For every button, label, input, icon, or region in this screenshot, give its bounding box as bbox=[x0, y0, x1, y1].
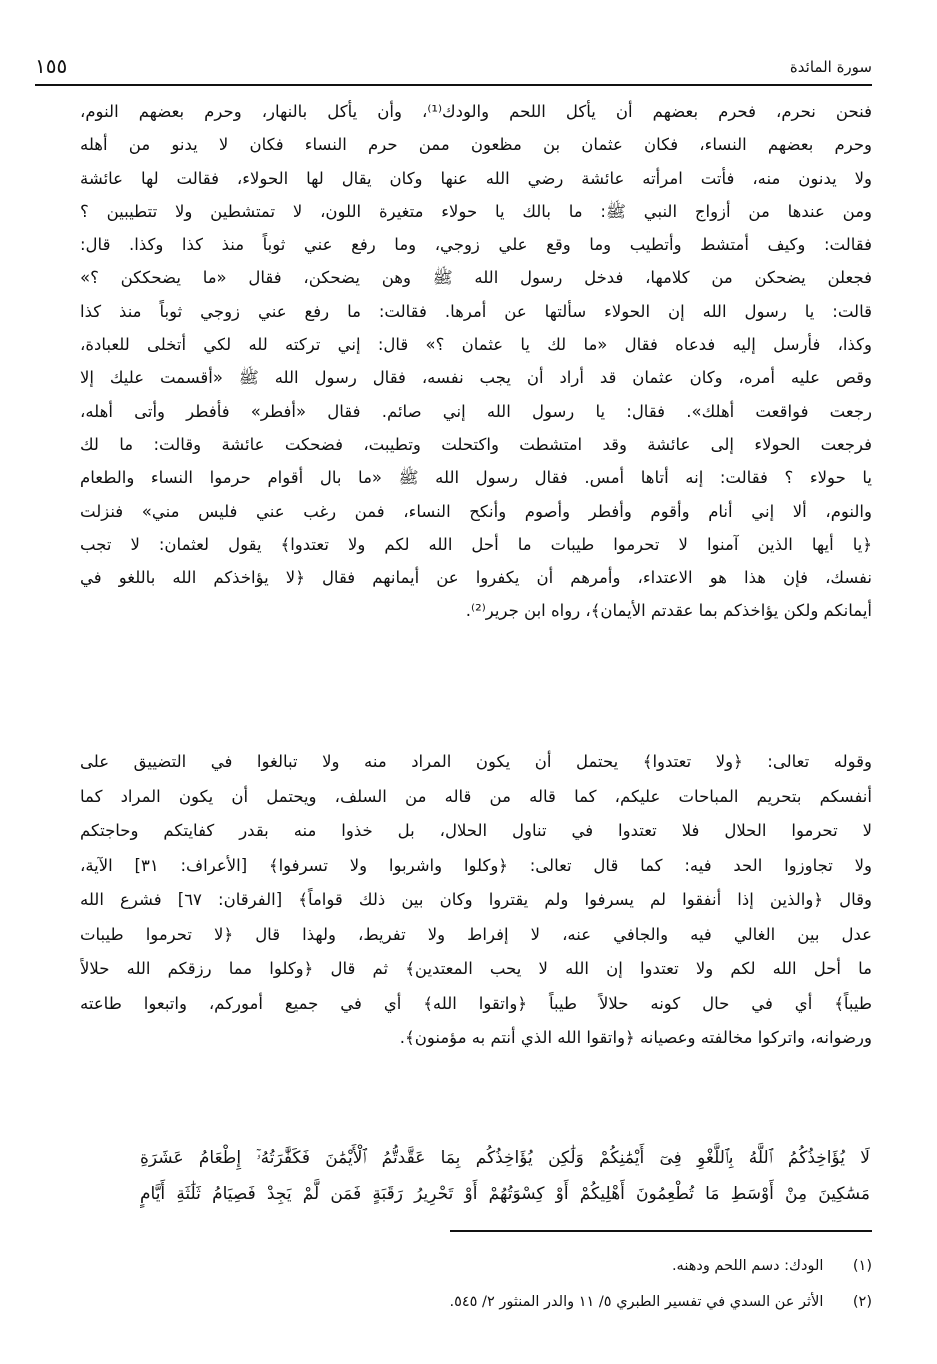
text-line: فرجعت الحولاء إلى عائشة وقد امتشطت واكتحلت وتطيبت، فضحكت عائشة وقالت: ما لك bbox=[80, 434, 872, 454]
text-line: وكذا، فأرسل إليه فدعاه فقال «ما لك يا عثمان ؟» قال: إني تركته لله لكي أتخلى للعبادة، bbox=[80, 335, 872, 355]
footnote-number: (٢) bbox=[852, 1294, 872, 1310]
text-line: ورضوانه، واتركوا مخالفته وعصيانه ﴿واتقوا الله الذي أنتم به مؤمنون﴾. bbox=[399, 1028, 872, 1047]
verse-line: مَسَٰكِينَ مِنْ أَوْسَطِ مَا تُطْعِمُونَ أَهْلِيكُمْ أَوْ كِسْوَتُهُمْ أَوْ تَحْرِيرُ رَقَبَةٍ فَمَن لَّمْ يَجِدْ فَصِيَامُ ثَلَٰثَةِ أَيَّامٍ bbox=[140, 1184, 870, 1204]
page-number: ١٥٥ bbox=[35, 54, 68, 78]
text-line: رجعت فواقعت أهلك». فقال: يا رسول الله إني صائم. فقال «أفطر» فأفطر وأتى أهله، bbox=[80, 401, 872, 421]
header-rule bbox=[35, 84, 872, 86]
text-line: وحرم بعضهم النساء، فكان عثمان بن مظعون ممن حرم النساء فكان لا يدنو من أهله bbox=[80, 135, 872, 155]
quran-verse bbox=[140, 1140, 870, 1212]
running-header bbox=[35, 52, 872, 82]
text-line: ولا يدنون منه، فأتت امرأته عائشة رضي الله عنها وكان يقال لها الحولاء، فقالت لها عائشة bbox=[80, 168, 872, 188]
footnote-text: الأثر عن السدي في تفسير الطبري ٥/ ١١ والدر المنثور ٢/ ٥٤٥. bbox=[449, 1294, 824, 1310]
text-line: يا حولاء ؟ فقالت: إنه أتاها أمس. فقال رسول الله ﷺ «ما بال أقوام حرموا النساء والطعام bbox=[80, 468, 872, 488]
text-line: عدل بين الغالي فيه والجافي عنه، لا إفراط ولا تفريط، ولهذا قال ﴿لا تحرموا طيبات bbox=[80, 924, 872, 944]
text-line: فقالت: وكيف أمتشط وأتطيب وما وقع علي زوجي، وما رفع عني ثوباً منذ كذا وكذا. قال: bbox=[80, 235, 872, 255]
text-line: أنفسكم بتحريم المباحات عليكم، كما قاله من قاله من السلف، ويحتمل أن يكون المراد كما bbox=[80, 786, 872, 806]
text-line: طيباً﴾ أي في حال كونه حلالاً طيباً ﴿واتقوا الله﴾ أي في جميع أموركم، واتبعوا طاعته bbox=[80, 993, 872, 1013]
text-line: نفسك، فإن هذا هو الاعتداء، وأمرهم أن يكفروا عن أيمانهم فقال ﴿لا يؤاخذكم الله باللغو في bbox=[80, 568, 872, 588]
text-line: لا تحرموا الحلال فلا تعتدوا في تناول الحلال، بل خذوا منه بقدر كفايتكم وحاجتكم bbox=[80, 821, 872, 840]
text-line: ما أحل الله لكم ولا تعتدوا إن الله لا يحب المعتدين﴾ ثم قال ﴿وكلوا مما رزقكم الله حلالاً bbox=[80, 959, 872, 978]
text-line: ومن عندها من أزواج النبي ﷺ: ما بالك يا حولاء متغيرة اللون، لا تمتشطين ولا تتطيبين ؟ bbox=[80, 201, 872, 221]
text-line: أيمانكم ولكن يؤاخذكم بما عقدتم الأيمان﴾، رواه ابن جرير⁽²⁾. bbox=[465, 601, 872, 621]
text-line: وقال ﴿والذين إذا أنفقوا لم يسرفوا ولم يقتروا وكان بين ذلك قواماً﴾ [الفرقان: ٦٧] فشرع الله bbox=[80, 890, 872, 909]
footnote-rule bbox=[450, 1230, 872, 1232]
footnote-number: (١) bbox=[852, 1258, 872, 1274]
footnote-text: الودك: دسم اللحم ودهنه. bbox=[671, 1258, 824, 1274]
footnote-2 bbox=[250, 1284, 872, 1320]
footnotes bbox=[250, 1248, 872, 1320]
text-line: وقص عليه أمره، وكان عثمان قد أراد أن يجب نفسه، فقال رسول الله ﷺ «أقسمت عليك إلا bbox=[80, 368, 872, 388]
paragraph-1 bbox=[80, 95, 872, 628]
footnote-1 bbox=[250, 1248, 872, 1284]
text-line: قالت: يا رسول الله إن الحولاء سألتها عن أمرها. فقالت: ما رفع عني زوجي ثوباً منذ كذا bbox=[80, 301, 872, 321]
text-line: فجعلن يضحكن من كلامها، فدخل رسول الله ﷺ وهن يضحكن، فقال «ما يضحككن ؟» bbox=[80, 268, 872, 288]
text-line: والنوم، ألا إني أنام وأقوم وأفطر وأصوم وأنكح النساء، فمن رغب عني فليس مني» فنزلت bbox=[80, 501, 872, 521]
text-line: فنحن نحرم، فحرم بعضهم أن يأكل اللحم والودك⁽¹⁾، وأن يأكل بالنهار، وحرم بعضهم النوم، bbox=[80, 102, 872, 121]
text-line: وقوله تعالى: ﴿ولا تعتدوا﴾ يحتمل أن يكون المراد منه ولا تبالغوا في التضييق على bbox=[80, 752, 872, 771]
surah-title: سورة المائدة bbox=[789, 58, 872, 76]
paragraph-2 bbox=[80, 745, 872, 1056]
verse-line: لَا يُؤَاخِذُكُمُ ٱللَّهُ بِٱللَّغْوِ فِىٓ أَيْمَٰنِكُمْ وَلَٰكِن يُؤَاخِذُكُم بِمَا عَقَّدتُّمُ ٱلْأَيْمَٰنَ فَكَفَّٰرَتُهُۥٓ إِطْعَامُ عَشَرَةِ bbox=[140, 1148, 870, 1168]
text-line: ﴿يا أيها الذين آمنوا لا تحرموا طيبات ما أحل الله لكم ولا تعتدوا﴾ يقول لعثمان: لا تجب bbox=[80, 534, 872, 554]
text-line: ولا تجاوزوا الحد فيه: كما قال تعالى: ﴿وكلوا واشربوا ولا تسرفوا﴾ [الأعراف: ٣١] الآية، bbox=[80, 855, 872, 875]
